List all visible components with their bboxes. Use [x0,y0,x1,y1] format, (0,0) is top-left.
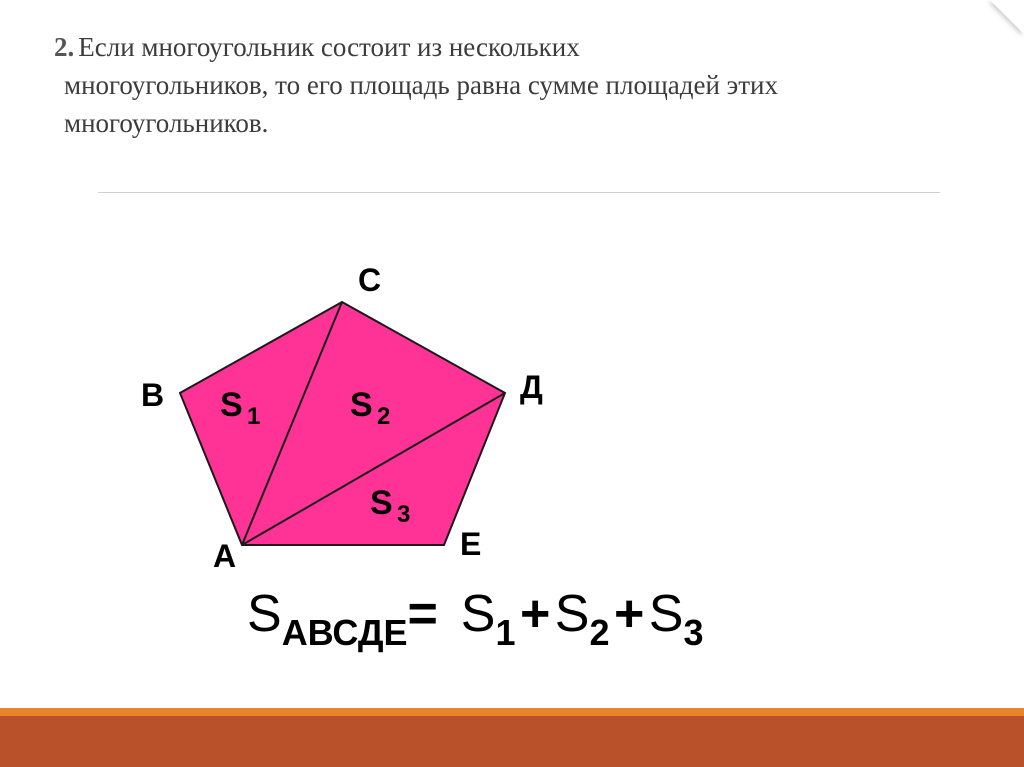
svg-text:S: S [370,484,393,522]
svg-text:S: S [350,386,373,424]
vertex-label-c: С [358,262,382,298]
svg-text:1: 1 [247,403,261,430]
vertex-label-e: Е [460,526,482,562]
vertex-label-a: А [213,538,237,574]
svg-text:2: 2 [377,403,391,430]
vertex-label-d: Д [520,369,543,405]
formula-term-2-letter: S [554,585,590,643]
intro-line-3: многоугольников. [64,108,269,138]
intro-line-2: многоугольников, то его площадь равна сумме площадей этих [64,70,779,100]
formula-equals: = [407,585,438,643]
formula-term-1-index: 1 [495,612,516,653]
footer-band [0,708,1024,767]
formula-plus-1: + [519,585,551,643]
formula-term-3-letter: S [648,585,684,643]
intro-line-1: 2. Если многоугольник состоит из нескольких [54,32,580,62]
svg-text:S: S [220,386,243,424]
formula-term-1-letter: S [460,585,496,643]
svg-text:3: 3 [397,501,411,528]
formula-term-2-index: 2 [589,612,610,653]
formula-lhs-subscript: АВСДЕ [281,612,408,653]
formula-lhs-letter: S [247,585,282,643]
area-formula [247,585,704,653]
formula-plus-2: + [613,585,645,643]
item-number: 2. [54,32,75,62]
formula-term-3-index: 3 [683,612,704,653]
vertex-label-b: В [141,377,165,413]
footer-stripe [0,708,1024,716]
